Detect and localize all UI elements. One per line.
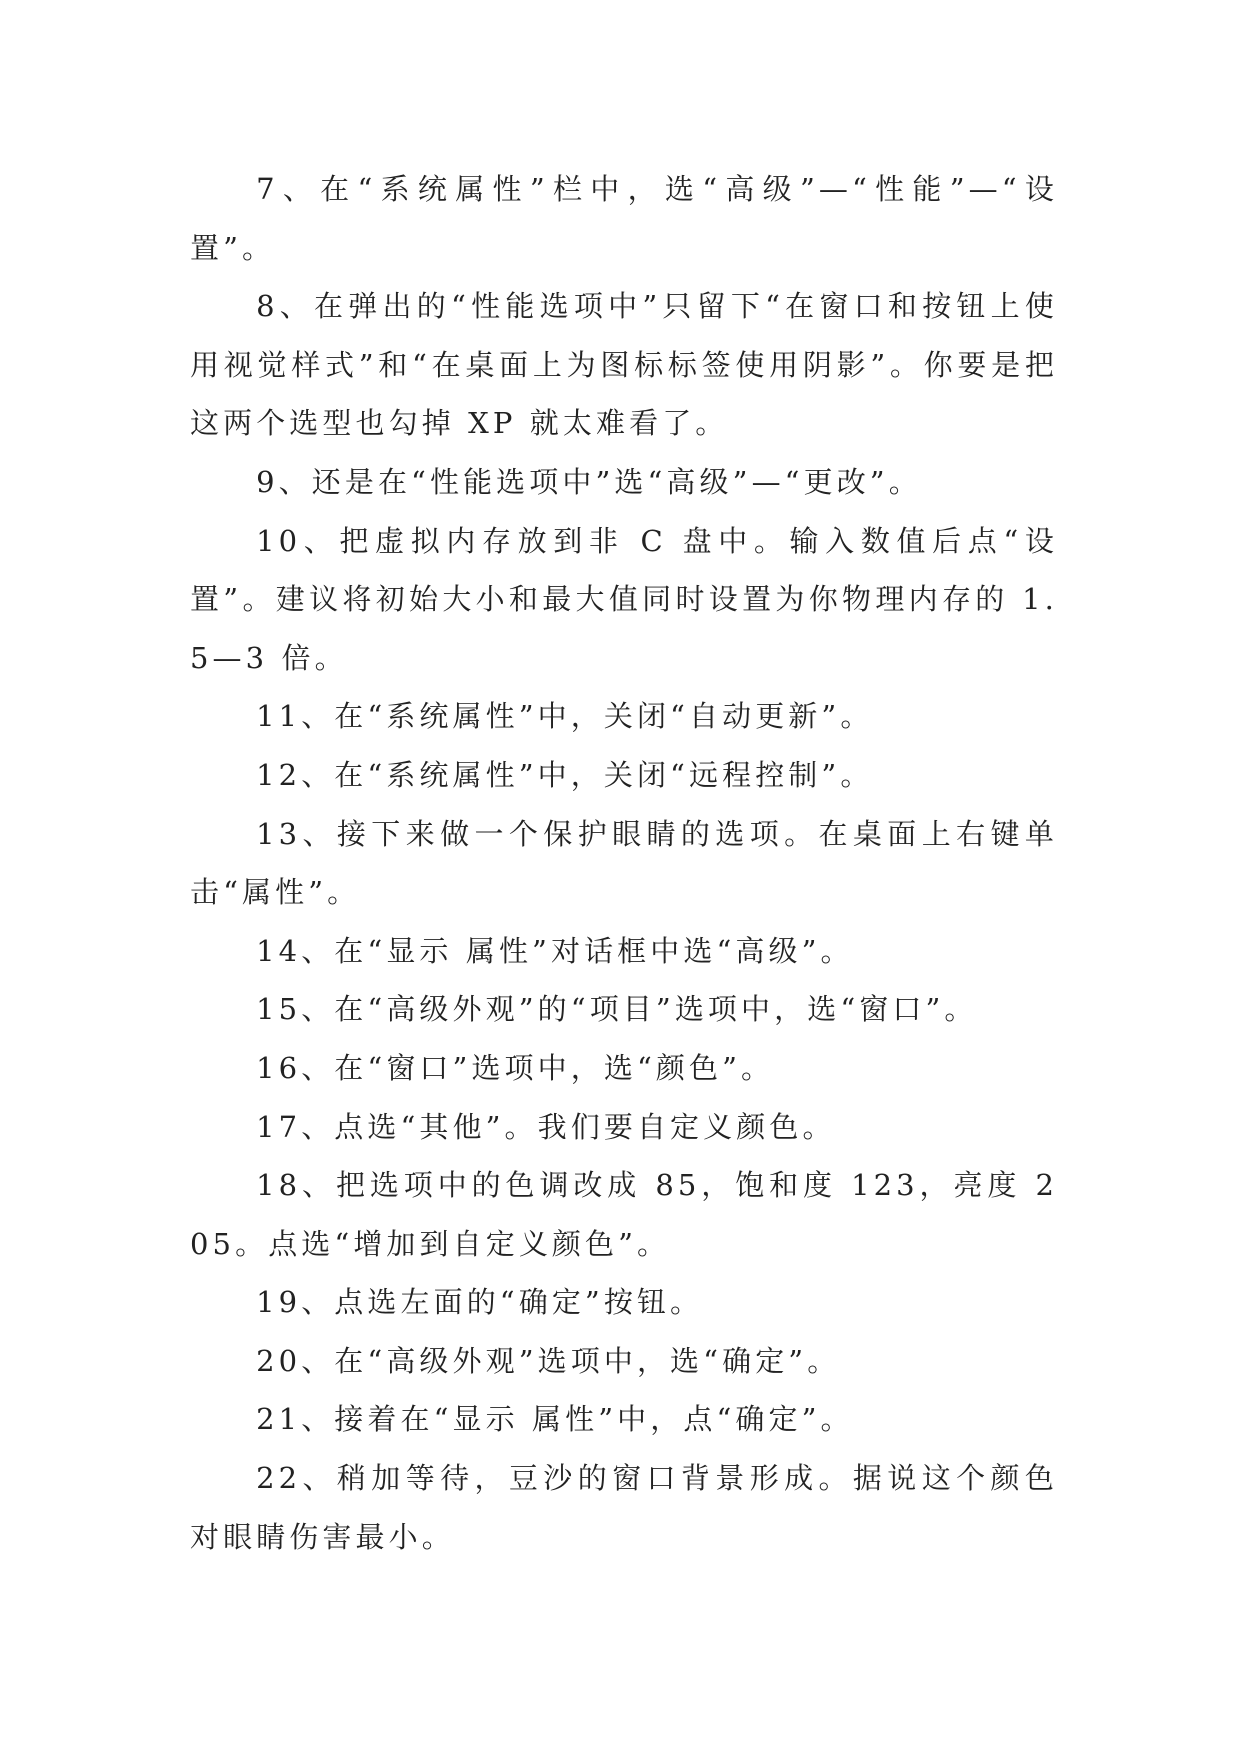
paragraph-step-10: 10、把虚拟内存放到非 C 盘中。输入数值后点“设置”。建议将初始大小和最大值同时设置为你物理内存的 1.5—3 倍。 <box>190 523 1058 675</box>
paragraph-step-17: 17、点选“其他”。我们要自定义颜色。 <box>256 1109 836 1144</box>
paragraph-step-21: 21、接着在“显示 属性”中，点“确定”。 <box>256 1402 854 1437</box>
paragraph-step-12: 12、在“系统属性”中，关闭“远程控制”。 <box>256 757 874 792</box>
paragraph-step-13: 13、接下来做一个保护眼睛的选项。在桌面上右键单击“属性”。 <box>190 816 1058 910</box>
paragraph-step-9: 9、还是在“性能选项中”选“高级”—“更改”。 <box>256 464 922 499</box>
paragraph-step-20: 20、在“高级外观”选项中，选“确定”。 <box>256 1343 841 1378</box>
paragraph-step-8: 8、在弹出的“性能选项中”只留下“在窗口和按钮上使用视觉样式”和“在桌面上为图标标签使用阴影”。你要是把这两个选型也勾掉 XP 就太难看了。 <box>190 289 1058 441</box>
paragraph-step-19: 19、点选左面的“确定”按钮。 <box>256 1285 704 1320</box>
paragraph-step-22: 22、稍加等待，豆沙的窗口背景形成。据说这个颜色对眼睛伤害最小。 <box>190 1461 1058 1554</box>
paragraph-step-18: 18、把选项中的色调改成 85，饱和度 123，亮度 205。点选“增加到自定义颜色”。 <box>190 1168 1058 1261</box>
paragraph-step-16: 16、在“窗口”选项中，选“颜色”。 <box>256 1050 775 1085</box>
paragraph-step-7: 7、在“系统属性”栏中，选“高级”—“性能”—“设置”。 <box>190 172 1058 265</box>
paragraph-step-14: 14、在“显示 属性”对话框中选“高级”。 <box>256 933 854 968</box>
paragraph-step-11: 11、在“系统属性”中，关闭“自动更新”。 <box>256 699 874 734</box>
document-body <box>190 160 1058 1566</box>
paragraph-step-15: 15、在“高级外观”的“项目”选项中，选“窗口”。 <box>256 992 978 1027</box>
